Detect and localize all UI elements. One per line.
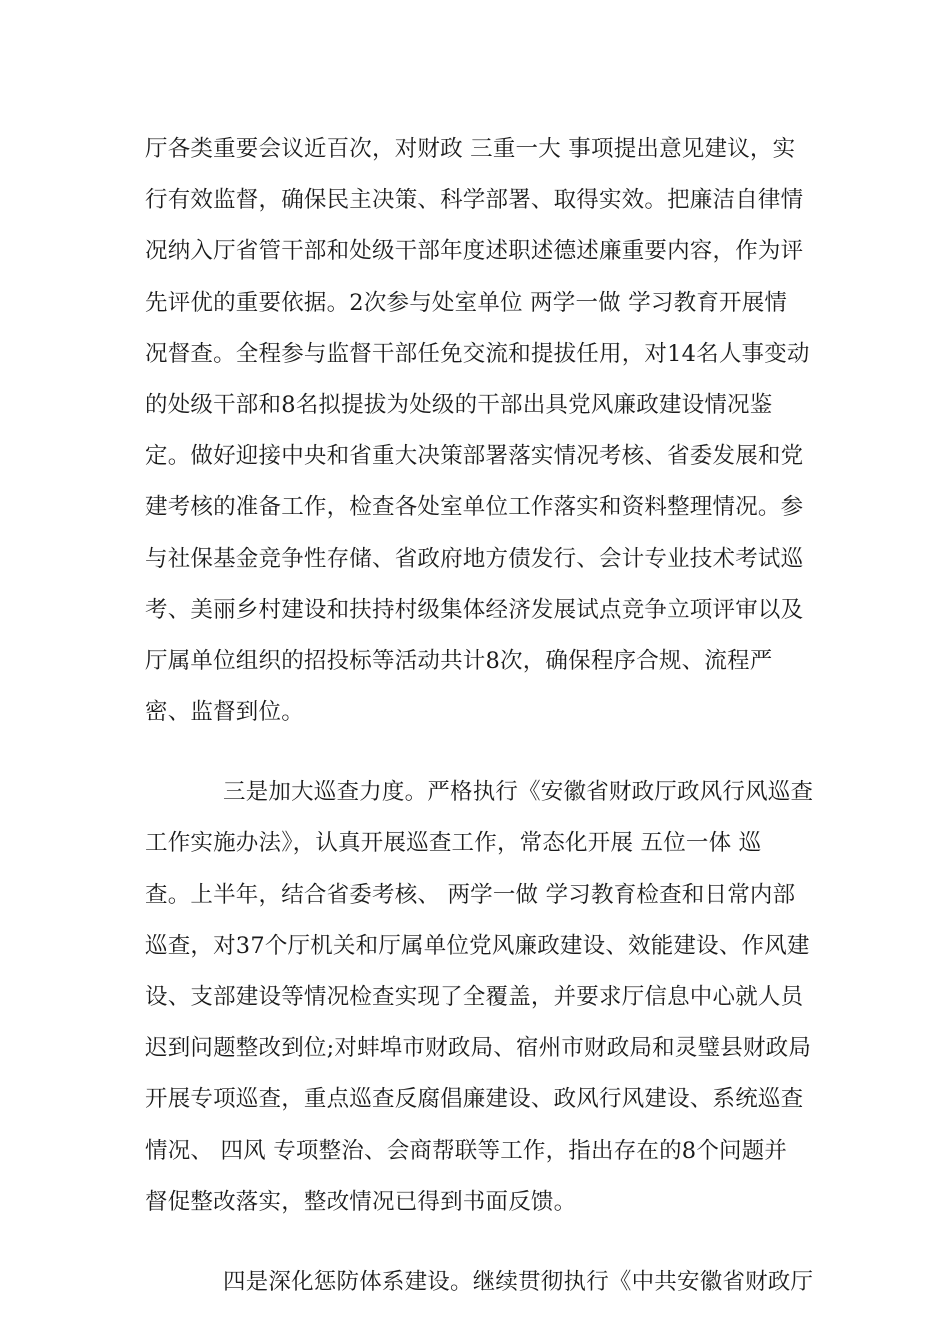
text-line: 开展专项巡查，重点巡查反腐倡廉建设、政风行风建设、系统巡查 [145, 1086, 804, 1113]
text-line: 况纳入厅省管干部和处级干部年度述职述德述廉重要内容，作为评 [145, 238, 804, 265]
paragraph-2 [145, 767, 814, 1228]
text-line-first: 三是加大巡查力度。严格执行《安徽省财政厅政风行风巡查 [223, 779, 814, 806]
text-line: 建考核的准备工作，检查各处室单位工作落实和资料整理情况。参 [145, 494, 804, 521]
paragraph-1 [145, 124, 810, 738]
paragraph-spacer [145, 738, 810, 767]
text-line: 巡查，对37个厅机关和厅属单位党风廉政建设、效能建设、作风建 [145, 932, 810, 959]
text-line: 况督查。全程参与监督干部任免交流和提拔任用，对14名人事变动 [145, 340, 810, 367]
text-line: 的处级干部和8名拟提拔为处级的干部出具党风廉政建设情况鉴 [145, 391, 773, 418]
text-line: 工作实施办法》，认真开展巡查工作，常态化开展 五位一体 巡 [145, 830, 762, 857]
text-line: 设、支部建设等情况检查实现了全覆盖，并要求厅信息中心就人员 [145, 984, 804, 1010]
paragraph-spacer [145, 1228, 810, 1257]
paragraph-3 [145, 1257, 814, 1308]
text-line: 厅属单位组织的招投标等活动共计8次，确保程序合规、流程严 [145, 647, 773, 674]
text-line: 迟到问题整改到位;对蚌埠市财政局、宿州市财政局和灵璧县财政局 [145, 1035, 812, 1062]
document-page [145, 124, 814, 1308]
text-line-first: 四是深化惩防体系建设。继续贯彻执行《中共安徽省财政厅 [223, 1268, 814, 1295]
text-line: 定。做好迎接中央和省重大决策部署落实情况考核、省委发展和党 [145, 443, 804, 470]
text-line: 考、美丽乡村建设和扶持村级集体经济发展试点竞争立项评审以及 [145, 596, 804, 623]
text-line: 厅各类重要会议近百次，对财政 三重一大 事项提出意见建议，实 [145, 136, 796, 162]
text-line: 查。上半年，结合省委考核、 两学一做 学习教育检查和日常内部 [145, 881, 796, 908]
text-line: 情况、 四风 专项整治、会商帮联等工作，指出存在的8个问题并 [145, 1137, 788, 1164]
text-line: 密、监督到位。 [145, 699, 304, 726]
text-line: 督促整改落实，整改情况已得到书面反馈。 [145, 1188, 577, 1215]
text-line: 与社保基金竞争性存储、省政府地方债发行、会计专业技术考试巡 [145, 545, 804, 572]
text-line: 先评优的重要依据。2次参与处室单位 两学一做 学习教育开展情 [145, 289, 788, 316]
text-line: 行有效监督，确保民主决策、科学部署、取得实效。把廉洁自律情 [145, 187, 804, 214]
